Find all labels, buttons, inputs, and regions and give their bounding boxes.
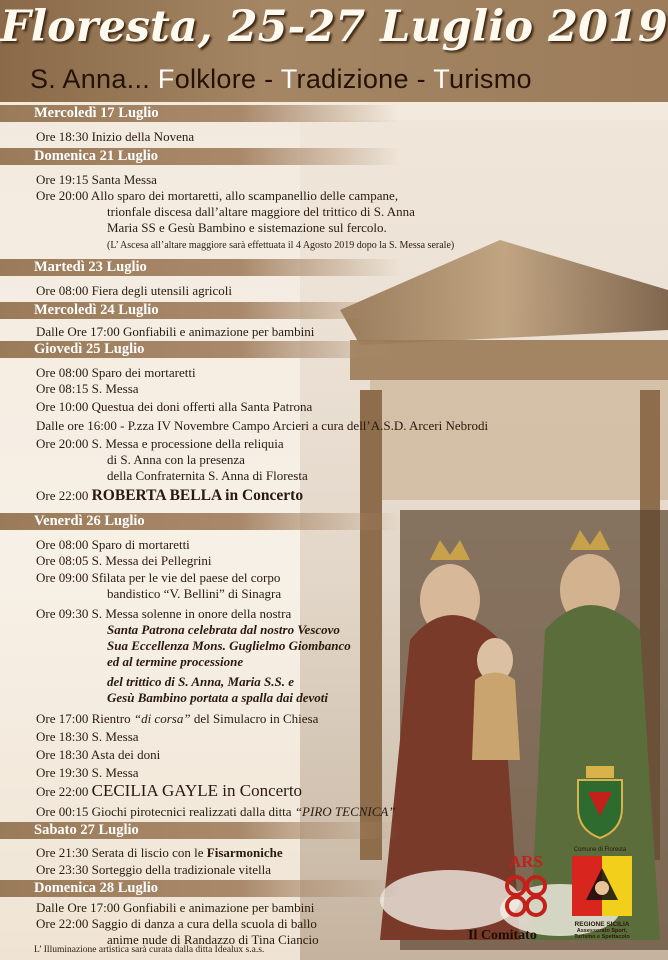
concert-name: ROBERTA BELLA in Concerto: [91, 487, 304, 504]
event-time: Ore 09:30: [36, 606, 92, 621]
ars-logo-text: ARS: [508, 852, 543, 871]
ars-logo: [500, 852, 552, 922]
comune-logo: [570, 764, 630, 854]
event-line: Ore 22:00 Saggio di danza a cura della scuola di ballo: [36, 916, 317, 931]
event-line: [36, 804, 396, 820]
event-line: Ore 20:00 Allo sparo dei mortaretti, allo scampanellio delle campane,: [36, 188, 399, 203]
event-text: del Simulacro in Chiesa: [190, 711, 319, 726]
regione-label: REGIONE SICILIA: [574, 921, 630, 928]
subtitle-part: S. Anna...: [30, 64, 158, 94]
event-line: Ore 08:00 Fiera degli utensili agricoli: [36, 283, 233, 298]
regione-logo: [572, 856, 632, 942]
event-emph: “di corsa”: [133, 711, 191, 726]
event-line: Dalle ore 16:00 - P.zza IV Novembre Campo Arcieri a cura dell’A.S.D. Arceri Nebrodi: [36, 418, 489, 433]
event-line: Ore 08:05 S. Messa dei Pellegrini: [36, 553, 212, 568]
day-header: Venerdì 26 Luglio: [0, 513, 400, 530]
page-title: Floresta, 25-27 Luglio 2019: [0, 2, 668, 52]
event-line: ed al termine processione: [107, 654, 244, 669]
event-line: bandistico “V. Bellini” di Sinagra: [107, 586, 282, 601]
day-header: Martedì 23 Luglio: [0, 259, 400, 276]
event-line: [36, 606, 291, 622]
event-line: Ore 18:30 Inizio della Novena: [36, 129, 195, 144]
event-text: Ore 17:00 Rientro: [36, 711, 134, 726]
event-highlight: S. Messa solenne in onore della nostra: [91, 606, 292, 621]
day-header: Domenica 28 Luglio: [0, 880, 400, 897]
event-line: Maria SS e Gesù Bambino e sistemazione sul fercolo.: [107, 220, 387, 235]
day-header: Mercoledì 24 Luglio: [0, 302, 400, 319]
event-line: [36, 845, 283, 861]
concert-name: CECILIA GAYLE in Concerto: [91, 781, 303, 800]
event-line: anime nude di Randazzo di Tina Ciancio: [107, 932, 319, 947]
event-line: Ore 23:30 Sorteggio della tradizionale vitella: [36, 862, 272, 877]
event-line: Ore 10:00 Questua dei doni offerti alla Santa Patrona: [36, 399, 313, 414]
comitato-signature: Il Comitato: [468, 928, 537, 943]
day-header: Mercoledì 17 Luglio: [0, 105, 400, 122]
trinacria-icon: [572, 856, 632, 916]
subtitle-part: urismo: [449, 64, 532, 94]
subtitle-cap: T: [433, 64, 450, 94]
subtitle-part: olklore -: [174, 64, 281, 94]
event-note: (L’ Ascesa all’altare maggiore sarà effettuata il 4 Agosto 2019 dopo la S. Messa serale): [107, 240, 455, 251]
day-header: Sabato 27 Luglio: [0, 822, 400, 839]
event-line: Ore 18:30 S. Messa: [36, 729, 139, 744]
subtitle-part: radizione -: [296, 64, 434, 94]
event-line: di S. Anna con la presenza: [107, 452, 245, 467]
event-line: Ore 18:30 Asta dei doni: [36, 747, 161, 762]
event-line: Dalle Ore 17:00 Gonfiabili e animazione per bambini: [36, 900, 315, 915]
day-header: Domenica 21 Luglio: [0, 148, 400, 165]
event-emph: “PIRO TECNICA”: [294, 804, 396, 819]
assessorato-label-2: Turismo e Spettacolo: [574, 934, 630, 940]
footer-note: L’ Illuminazione artistica sarà curata dalla ditta Idealux s.a.s.: [34, 945, 265, 955]
event-line: trionfale discesa dall’altare maggiore del trittico di S. Anna: [107, 204, 415, 219]
event-line: Gesù Bambino portata a spalla dai devoti: [107, 690, 329, 705]
event-line: Ore 20:00 S. Messa e processione della reliquia: [36, 436, 284, 451]
event-time: Ore 22:00: [36, 488, 92, 503]
event-line: Ore 08:00 Sparo dei mortaretti: [36, 365, 196, 380]
event-line: della Confraternita S. Anna di Floresta: [107, 468, 308, 483]
day-header: Giovedì 25 Luglio: [0, 341, 400, 358]
event-line: [36, 711, 318, 727]
event-line: Ore 19:30 S. Messa: [36, 765, 139, 780]
subtitle-cap: T: [280, 64, 297, 94]
event-line: Ore 08:15 S. Messa: [36, 381, 139, 396]
event-line: Dalle Ore 17:00 Gonfiabili e animazione per bambini: [36, 324, 315, 339]
comune-label: Comune di Floresta: [573, 847, 627, 853]
event-line: Ore 08:00 Sparo di mortaretti: [36, 537, 190, 552]
event-line: del trittico di S. Anna, Maria S.S. e: [107, 674, 294, 689]
concert-line: [36, 783, 302, 800]
event-time: Ore 22:00: [36, 784, 92, 799]
subtitle-cap: F: [157, 64, 175, 94]
event-line: Ore 09:00 Sfilata per le vie del paese del corpo: [36, 570, 281, 585]
event-emph: Fisarmoniche: [206, 845, 283, 860]
event-text: Ore 00:15 Giochi pirotecnici realizzati dalla ditta: [36, 804, 295, 819]
event-line: Sua Eccellenza Mons. Guglielmo Giombanco: [107, 638, 351, 653]
event-text: Ore 21:30 Serata di liscio con le: [36, 845, 207, 860]
ars-emblem-icon: [500, 872, 552, 920]
event-line: Santa Patrona celebrata dal nostro Vescovo: [107, 622, 340, 637]
event-line: Ore 19:15 Santa Messa: [36, 172, 157, 187]
page-subtitle: [30, 64, 532, 95]
comune-shield-icon: [570, 764, 630, 842]
assessorato-label: Assessorato Sport,: [576, 928, 628, 934]
concert-line: [36, 488, 303, 504]
